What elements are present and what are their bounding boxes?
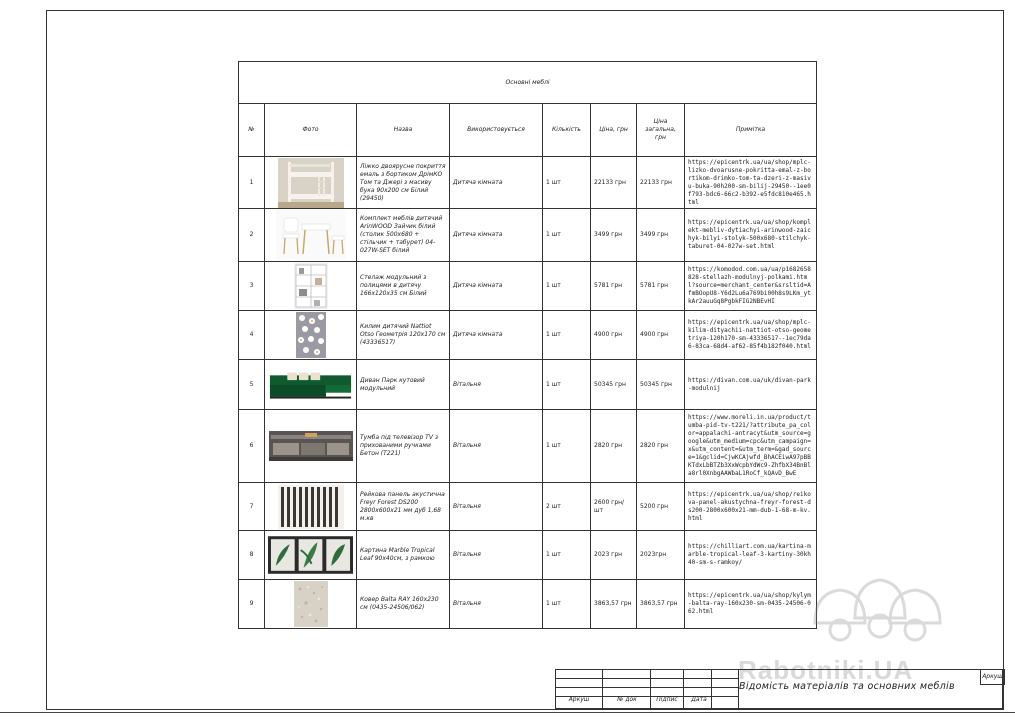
item-used-in: Дитяча кімната <box>450 157 543 209</box>
tv-stand-photo <box>265 410 357 483</box>
watermark-text: Rabotniki.UA <box>738 655 914 685</box>
header-note: Примітка <box>685 104 817 157</box>
item-used-in: Вітальня <box>450 531 543 580</box>
acoustic-panel-photo <box>265 483 357 531</box>
stamp-label-doc-number: № док <box>617 696 637 703</box>
item-total: 50345 грн <box>637 360 685 410</box>
header-number: № <box>239 104 265 157</box>
header-name: Назва <box>357 104 450 157</box>
item-price: 2600 грн/шт <box>591 483 637 531</box>
table-row <box>239 262 817 311</box>
row-number: 2 <box>239 209 265 262</box>
item-link[interactable]: https://divan.com.ua/uk/divan-park-modulnij <box>685 360 817 410</box>
kids-rug-photo <box>265 311 357 360</box>
item-name: Картина Marble Tropical Leaf 90х40см, з рамкою <box>357 531 450 580</box>
row-number: 8 <box>239 531 265 580</box>
row-number: 9 <box>239 580 265 629</box>
item-link[interactable]: https://chilliart.com.ua/kartina-marble-tropical-leaf-3-kartiny-30kh40-sm-s-ramkoy/ <box>685 531 817 580</box>
item-total: 5781 грн <box>637 262 685 311</box>
table-row <box>239 209 817 262</box>
grid-line <box>650 669 651 709</box>
item-quantity: 1 шт <box>543 580 591 629</box>
item-name: Ліжко двоярусне покриття емаль з бортиком ДрімКО Том та Джері з масиву бука 90х200 см Білий (29450) <box>357 157 450 209</box>
header-total-price: Ціна загальна, грн <box>637 104 685 157</box>
item-quantity: 1 шт <box>543 410 591 483</box>
watermark-helmets-icon <box>805 568 945 648</box>
item-quantity: 1 шт <box>543 209 591 262</box>
grid-line <box>711 669 712 709</box>
item-used-in: Дитяча кімната <box>450 262 543 311</box>
item-link[interactable]: https://epicentrk.ua/ua/shop/mplc-kilim-dityachii-nattiot-otso-geometriya-120h170-sm-43336517--1ec79da6-83ca-68d4-af62-85f4b182f040.html <box>685 311 817 360</box>
table-row <box>239 360 817 410</box>
item-link[interactable]: https://epicentrk.ua/ua/shop/reikova-panel-akustychna-freyr-forest-ds200-2800x600x21-mm-dub-1-68-m-kv.html <box>685 483 817 531</box>
corner-sofa-photo <box>265 360 357 410</box>
item-price: 3499 грн <box>591 209 637 262</box>
table-row <box>239 580 817 629</box>
title-block <box>555 669 1004 709</box>
item-price: 2820 грн <box>591 410 637 483</box>
header-price: Ціна, грн <box>591 104 637 157</box>
item-quantity: 1 шт <box>543 360 591 410</box>
item-link[interactable]: https://komodod.com.ua/ua/p1682658828-stellazh-modulnyj-polkami.html?source=merchant_center&srsltid=AfmBOopU8-Y6d2Lu6a769bi00h8s9LKm_ytkAr2auuGq8PgbkFIG2NBEvHI <box>685 262 817 311</box>
item-total: 3863,57 грн <box>637 580 685 629</box>
row-number: 5 <box>239 360 265 410</box>
item-quantity: 1 шт <box>543 157 591 209</box>
item-price: 50345 грн <box>591 360 637 410</box>
stamp-label-signature: Підпис <box>656 696 678 703</box>
table-title: Основні меблі <box>239 62 817 104</box>
stamp-label-sheet: Аркуш <box>568 696 590 703</box>
tropical-leaf-picture-photo <box>265 531 357 580</box>
item-quantity: 1 шт <box>543 311 591 360</box>
bunk-bed-photo <box>265 157 357 209</box>
item-link[interactable]: https://epicentrk.ua/ua/shop/komplekt-mebliv-dytiachyi-arinwood-zaichyk-bilyi-stolyk-500x680-stilchyk-taburet-04-027w-set.html <box>685 209 817 262</box>
table-row <box>239 483 817 531</box>
item-total: 5200 грн <box>637 483 685 531</box>
item-total: 3499 грн <box>637 209 685 262</box>
item-name: Ковер Balta RAY 160х230 см (0435-24506/062) <box>357 580 450 629</box>
row-number: 4 <box>239 311 265 360</box>
item-name: Тумба під телевізор TV з прихованими ручками Бетон (T221) <box>357 410 450 483</box>
furniture-spec-table <box>238 61 817 629</box>
row-number: 7 <box>239 483 265 531</box>
grid-line <box>683 669 684 709</box>
item-quantity: 1 шт <box>543 531 591 580</box>
table-row <box>239 531 817 580</box>
table-row <box>239 157 817 209</box>
table-row <box>239 410 817 483</box>
item-used-in: Вітальня <box>450 410 543 483</box>
item-used-in: Вітальня <box>450 360 543 410</box>
item-used-in: Дитяча кімната <box>450 311 543 360</box>
table-row <box>239 311 817 360</box>
item-price: 3863,57 грн <box>591 580 637 629</box>
item-price: 2023 грн <box>591 531 637 580</box>
item-used-in: Дитяча кімната <box>450 209 543 262</box>
grid-line <box>602 669 603 709</box>
item-price: 5781 грн <box>591 262 637 311</box>
item-name: Диван Парк кутовий модульний <box>357 360 450 410</box>
item-total: 22133 грн <box>637 157 685 209</box>
item-name: Стелаж модульний з полицями в дитячу 166х120х35 см Білий <box>357 262 450 311</box>
item-link[interactable]: https://epicentrk.ua/ua/shop/kylym-balta-ray-160x230-sm-0435-24506-062.html <box>685 580 817 629</box>
item-name: Комплект меблів дитячий ArinWOOD Зайчик білий (столик 500х680 + стільчик + табурет) 04-027W-SET білий <box>357 209 450 262</box>
row-number: 6 <box>239 410 265 483</box>
item-link[interactable]: https://epicentrk.ua/ua/shop/mplc-lizko-dvoarusne-pokritta-emal-z-bortikom-drimko-tom-ta-dzeri-z-masivu-buka-90h200-sm-bilij-29450--1ee0f793-bdc6-66c2-b392-e5fdc810e465.html <box>685 157 817 209</box>
item-name: Рейкова панель акустична Freyr Forest DS200 2800х600х21 мм дуб 1,68 м.кв <box>357 483 450 531</box>
item-quantity: 2 шт <box>543 483 591 531</box>
item-price: 22133 грн <box>591 157 637 209</box>
item-total: 2023грн <box>637 531 685 580</box>
header-used-in: Використовується <box>450 104 543 157</box>
sheet-bottom-edge <box>0 712 1015 713</box>
stamp-label-date: Дата <box>691 696 707 703</box>
document-title: Відомість матеріалів та основних меблів <box>739 681 955 692</box>
item-total: 2820 грн <box>637 410 685 483</box>
item-link[interactable]: https://www.moreli.in.ua/product/tumba-pid-tv-t221/?attribute_pa_color=appalachi-antracyt&utm_source=google&utm_medium=cpc&utm_campaign=x&utm_content=&utm_term=&gad_source=1&gclid=CjwKCAjwfd_BhACEiwA97pBBKTdxLbBTZb3XxWcpbYdWc9-ZhfbX34BnBla8rl0XnbgAAWbaL1RoCf_kQAvD_BwE <box>685 410 817 483</box>
header-quantity: Кількість <box>543 104 591 157</box>
item-name: Килим дитячий Nattiot Otso Геометрія 120х170 см (43336517) <box>357 311 450 360</box>
carpet-photo <box>265 580 357 629</box>
item-used-in: Вітальня <box>450 483 543 531</box>
header-photo: Фото <box>265 104 357 157</box>
shelving-unit-photo <box>265 262 357 311</box>
sheet-number-box: Аркуш <box>980 669 1005 685</box>
row-number: 3 <box>239 262 265 311</box>
item-used-in: Вітальня <box>450 580 543 629</box>
item-total: 4900 грн <box>637 311 685 360</box>
item-price: 4900 грн <box>591 311 637 360</box>
item-quantity: 1 шт <box>543 262 591 311</box>
title-block-grid <box>555 669 738 709</box>
kids-furniture-set-photo <box>265 209 357 262</box>
row-number: 1 <box>239 157 265 209</box>
